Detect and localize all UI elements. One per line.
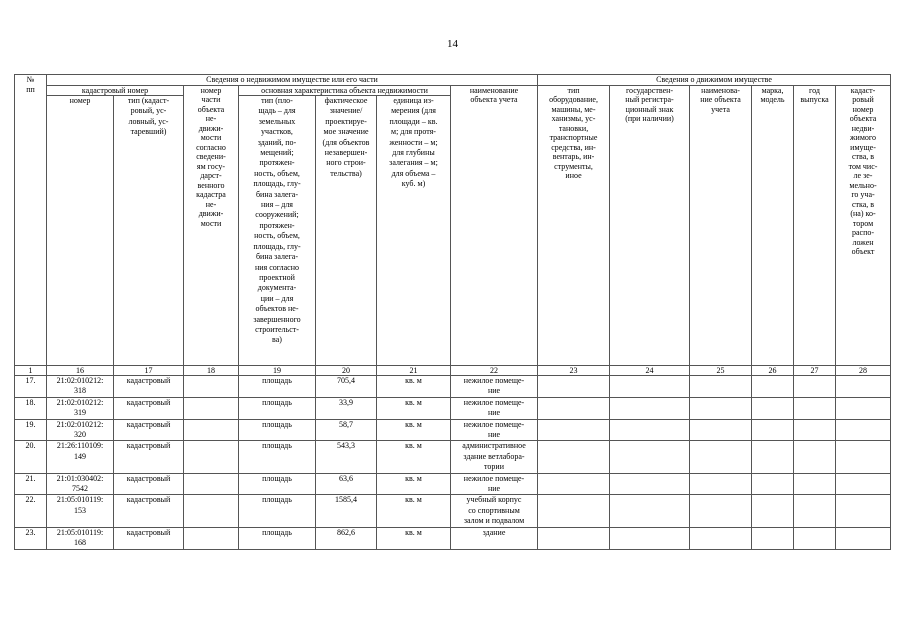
header-characteristic-type: тип (пло- щадь – для земельных участков, зданий, по- мещений; протяжен- ность, объем, площадь, глу- бина залега- ния – для сооружений; протяжен- ность, объем, площадь, глу- бина залега- ния согласно проектной документа- ции – для объектов не- завершенного строительст- ва) [239, 96, 316, 366]
column-number: 19 [239, 366, 316, 376]
cadastral-number-cell: 21:05:010119: 153 [47, 495, 114, 527]
number-type-cell: кадастровый [114, 473, 184, 495]
unit-cell: кв. м [377, 473, 451, 495]
empty-cell [538, 441, 610, 473]
table-row [15, 473, 891, 495]
empty-cell [836, 473, 891, 495]
empty-cell [794, 473, 836, 495]
unit-cell: кв. м [377, 527, 451, 549]
table-row [15, 495, 891, 527]
column-number: 16 [47, 366, 114, 376]
header-movable-name: наименова- ние объекта учета [690, 85, 752, 366]
row-number: 23. [15, 527, 47, 549]
empty-cell [610, 376, 690, 398]
empty-cell [836, 527, 891, 549]
actual-value-cell: 705,4 [316, 376, 377, 398]
empty-cell [836, 419, 891, 441]
empty-cell [538, 376, 610, 398]
column-number: 21 [377, 366, 451, 376]
row-number: 22. [15, 495, 47, 527]
cadastral-number-cell: 21:02:010212: 318 [47, 376, 114, 398]
header-registration-sign: государствен- ный регистра- ционный знак (при наличии) [610, 85, 690, 366]
empty-cell [836, 397, 891, 419]
header-year: год выпуска [794, 85, 836, 366]
empty-cell [690, 495, 752, 527]
table-row [15, 419, 891, 441]
header-part-number: номер части объекта не- движи- мости согласно сведени- ям госу- дарст- венного кадастра не- движи- мости [184, 85, 239, 366]
header-cadastral-number: кадастровый номер [47, 85, 184, 96]
page-number: 14 [447, 38, 458, 50]
column-number: 1 [15, 366, 47, 376]
part-number-cell [184, 419, 239, 441]
table-row [15, 527, 891, 549]
empty-cell [690, 473, 752, 495]
part-number-cell [184, 495, 239, 527]
actual-value-cell: 33,9 [316, 397, 377, 419]
cadastral-number-cell: 21:26:110109: 149 [47, 441, 114, 473]
table-row [15, 376, 891, 398]
characteristic-type-cell: площадь [239, 397, 316, 419]
part-number-cell [184, 441, 239, 473]
table-row [15, 397, 891, 419]
column-number: 27 [794, 366, 836, 376]
empty-cell [752, 473, 794, 495]
empty-cell [794, 419, 836, 441]
empty-cell [610, 527, 690, 549]
row-number: 18. [15, 397, 47, 419]
header-row-number: № пп [15, 75, 47, 366]
property-register-table [14, 74, 891, 550]
empty-cell [610, 441, 690, 473]
empty-cell [752, 419, 794, 441]
empty-cell [538, 495, 610, 527]
characteristic-type-cell: площадь [239, 376, 316, 398]
actual-value-cell: 63,6 [316, 473, 377, 495]
number-type-cell: кадастровый [114, 441, 184, 473]
header-brand-model: марка, модель [752, 85, 794, 366]
empty-cell [690, 441, 752, 473]
empty-cell [794, 441, 836, 473]
empty-cell [752, 527, 794, 549]
object-name-cell: учебный корпус со спортивным залом и подвалом [451, 495, 538, 527]
column-number: 18 [184, 366, 239, 376]
row-number: 17. [15, 376, 47, 398]
empty-cell [690, 527, 752, 549]
cadastral-number-cell: 21:02:010212: 319 [47, 397, 114, 419]
number-type-cell: кадастровый [114, 397, 184, 419]
empty-cell [610, 495, 690, 527]
header-equipment-type: тип оборудование, машины, ме- ханизмы, ус- тановки, транспортные средства, ин- вентарь, ин- струменты, иное [538, 85, 610, 366]
empty-cell [752, 397, 794, 419]
empty-cell [752, 495, 794, 527]
unit-cell: кв. м [377, 441, 451, 473]
header-immovable-group: Сведения о недвижимом имуществе или его части [47, 75, 538, 86]
column-number: 22 [451, 366, 538, 376]
object-name-cell: нежилое помеще- ние [451, 419, 538, 441]
characteristic-type-cell: площадь [239, 473, 316, 495]
row-number: 21. [15, 473, 47, 495]
header-number-type: тип (кадаст- ровый, ус- ловный, ус- таревший) [114, 96, 184, 366]
empty-cell [752, 441, 794, 473]
empty-cell [752, 376, 794, 398]
characteristic-type-cell: площадь [239, 495, 316, 527]
header-unit: единица из- мерения (для площади – кв. м; для протя- женности – м; для глубины залегания – м; для объема – куб. м) [377, 96, 451, 366]
header-main-characteristic: основная характеристика объекта недвижимости [239, 85, 451, 96]
empty-cell [538, 473, 610, 495]
row-number: 19. [15, 419, 47, 441]
object-name-cell: здание [451, 527, 538, 549]
header-row-groups [15, 75, 891, 86]
number-type-cell: кадастровый [114, 376, 184, 398]
empty-cell [610, 419, 690, 441]
actual-value-cell: 543,3 [316, 441, 377, 473]
empty-cell [690, 397, 752, 419]
cadastral-number-cell: 21:02:010212: 320 [47, 419, 114, 441]
header-number: номер [47, 96, 114, 366]
number-type-cell: кадастровый [114, 419, 184, 441]
cadastral-number-cell: 21:01:030402: 7542 [47, 473, 114, 495]
column-number: 23 [538, 366, 610, 376]
table-row [15, 441, 891, 473]
number-type-cell: кадастровый [114, 527, 184, 549]
column-number: 20 [316, 366, 377, 376]
empty-cell [610, 473, 690, 495]
empty-cell [794, 397, 836, 419]
empty-cell [538, 419, 610, 441]
part-number-cell [184, 397, 239, 419]
empty-cell [610, 397, 690, 419]
unit-cell: кв. м [377, 419, 451, 441]
empty-cell [836, 441, 891, 473]
unit-cell: кв. м [377, 376, 451, 398]
header-actual-value: фактическое значение/ проектируе- мое значение (для объектов незавершен- ного строи- тельства) [316, 96, 377, 366]
object-name-cell: нежилое помеще- ние [451, 473, 538, 495]
empty-cell [690, 419, 752, 441]
actual-value-cell: 58,7 [316, 419, 377, 441]
empty-cell [836, 376, 891, 398]
empty-cell [836, 495, 891, 527]
column-number: 24 [610, 366, 690, 376]
part-number-cell [184, 473, 239, 495]
unit-cell: кв. м [377, 397, 451, 419]
unit-cell: кв. м [377, 495, 451, 527]
column-number-row [15, 366, 891, 376]
characteristic-type-cell: площадь [239, 527, 316, 549]
empty-cell [690, 376, 752, 398]
column-number: 28 [836, 366, 891, 376]
row-number: 20. [15, 441, 47, 473]
number-type-cell: кадастровый [114, 495, 184, 527]
header-land-cadastral: кадаст- ровый номер объекта недви- жимого имуще- ства, в том чис- ле зе- мельно- го уча- стка, в (на) ко- тором распо- ложен объект [836, 85, 891, 366]
empty-cell [538, 397, 610, 419]
part-number-cell [184, 376, 239, 398]
part-number-cell [184, 527, 239, 549]
actual-value-cell: 862,6 [316, 527, 377, 549]
header-object-name: наименование объекта учета [451, 85, 538, 366]
column-number: 17 [114, 366, 184, 376]
empty-cell [538, 527, 610, 549]
column-number: 26 [752, 366, 794, 376]
characteristic-type-cell: площадь [239, 441, 316, 473]
header-movable-group: Сведения о движимом имуществе [538, 75, 891, 86]
cadastral-number-cell: 21:05:010119: 168 [47, 527, 114, 549]
object-name-cell: нежилое помеще- ние [451, 397, 538, 419]
column-number: 25 [690, 366, 752, 376]
actual-value-cell: 1585,4 [316, 495, 377, 527]
object-name-cell: нежилое помеще- ние [451, 376, 538, 398]
object-name-cell: административное здание ветлабора- тории [451, 441, 538, 473]
empty-cell [794, 495, 836, 527]
empty-cell [794, 376, 836, 398]
characteristic-type-cell: площадь [239, 419, 316, 441]
header-row-subgroups [15, 85, 891, 96]
empty-cell [794, 527, 836, 549]
